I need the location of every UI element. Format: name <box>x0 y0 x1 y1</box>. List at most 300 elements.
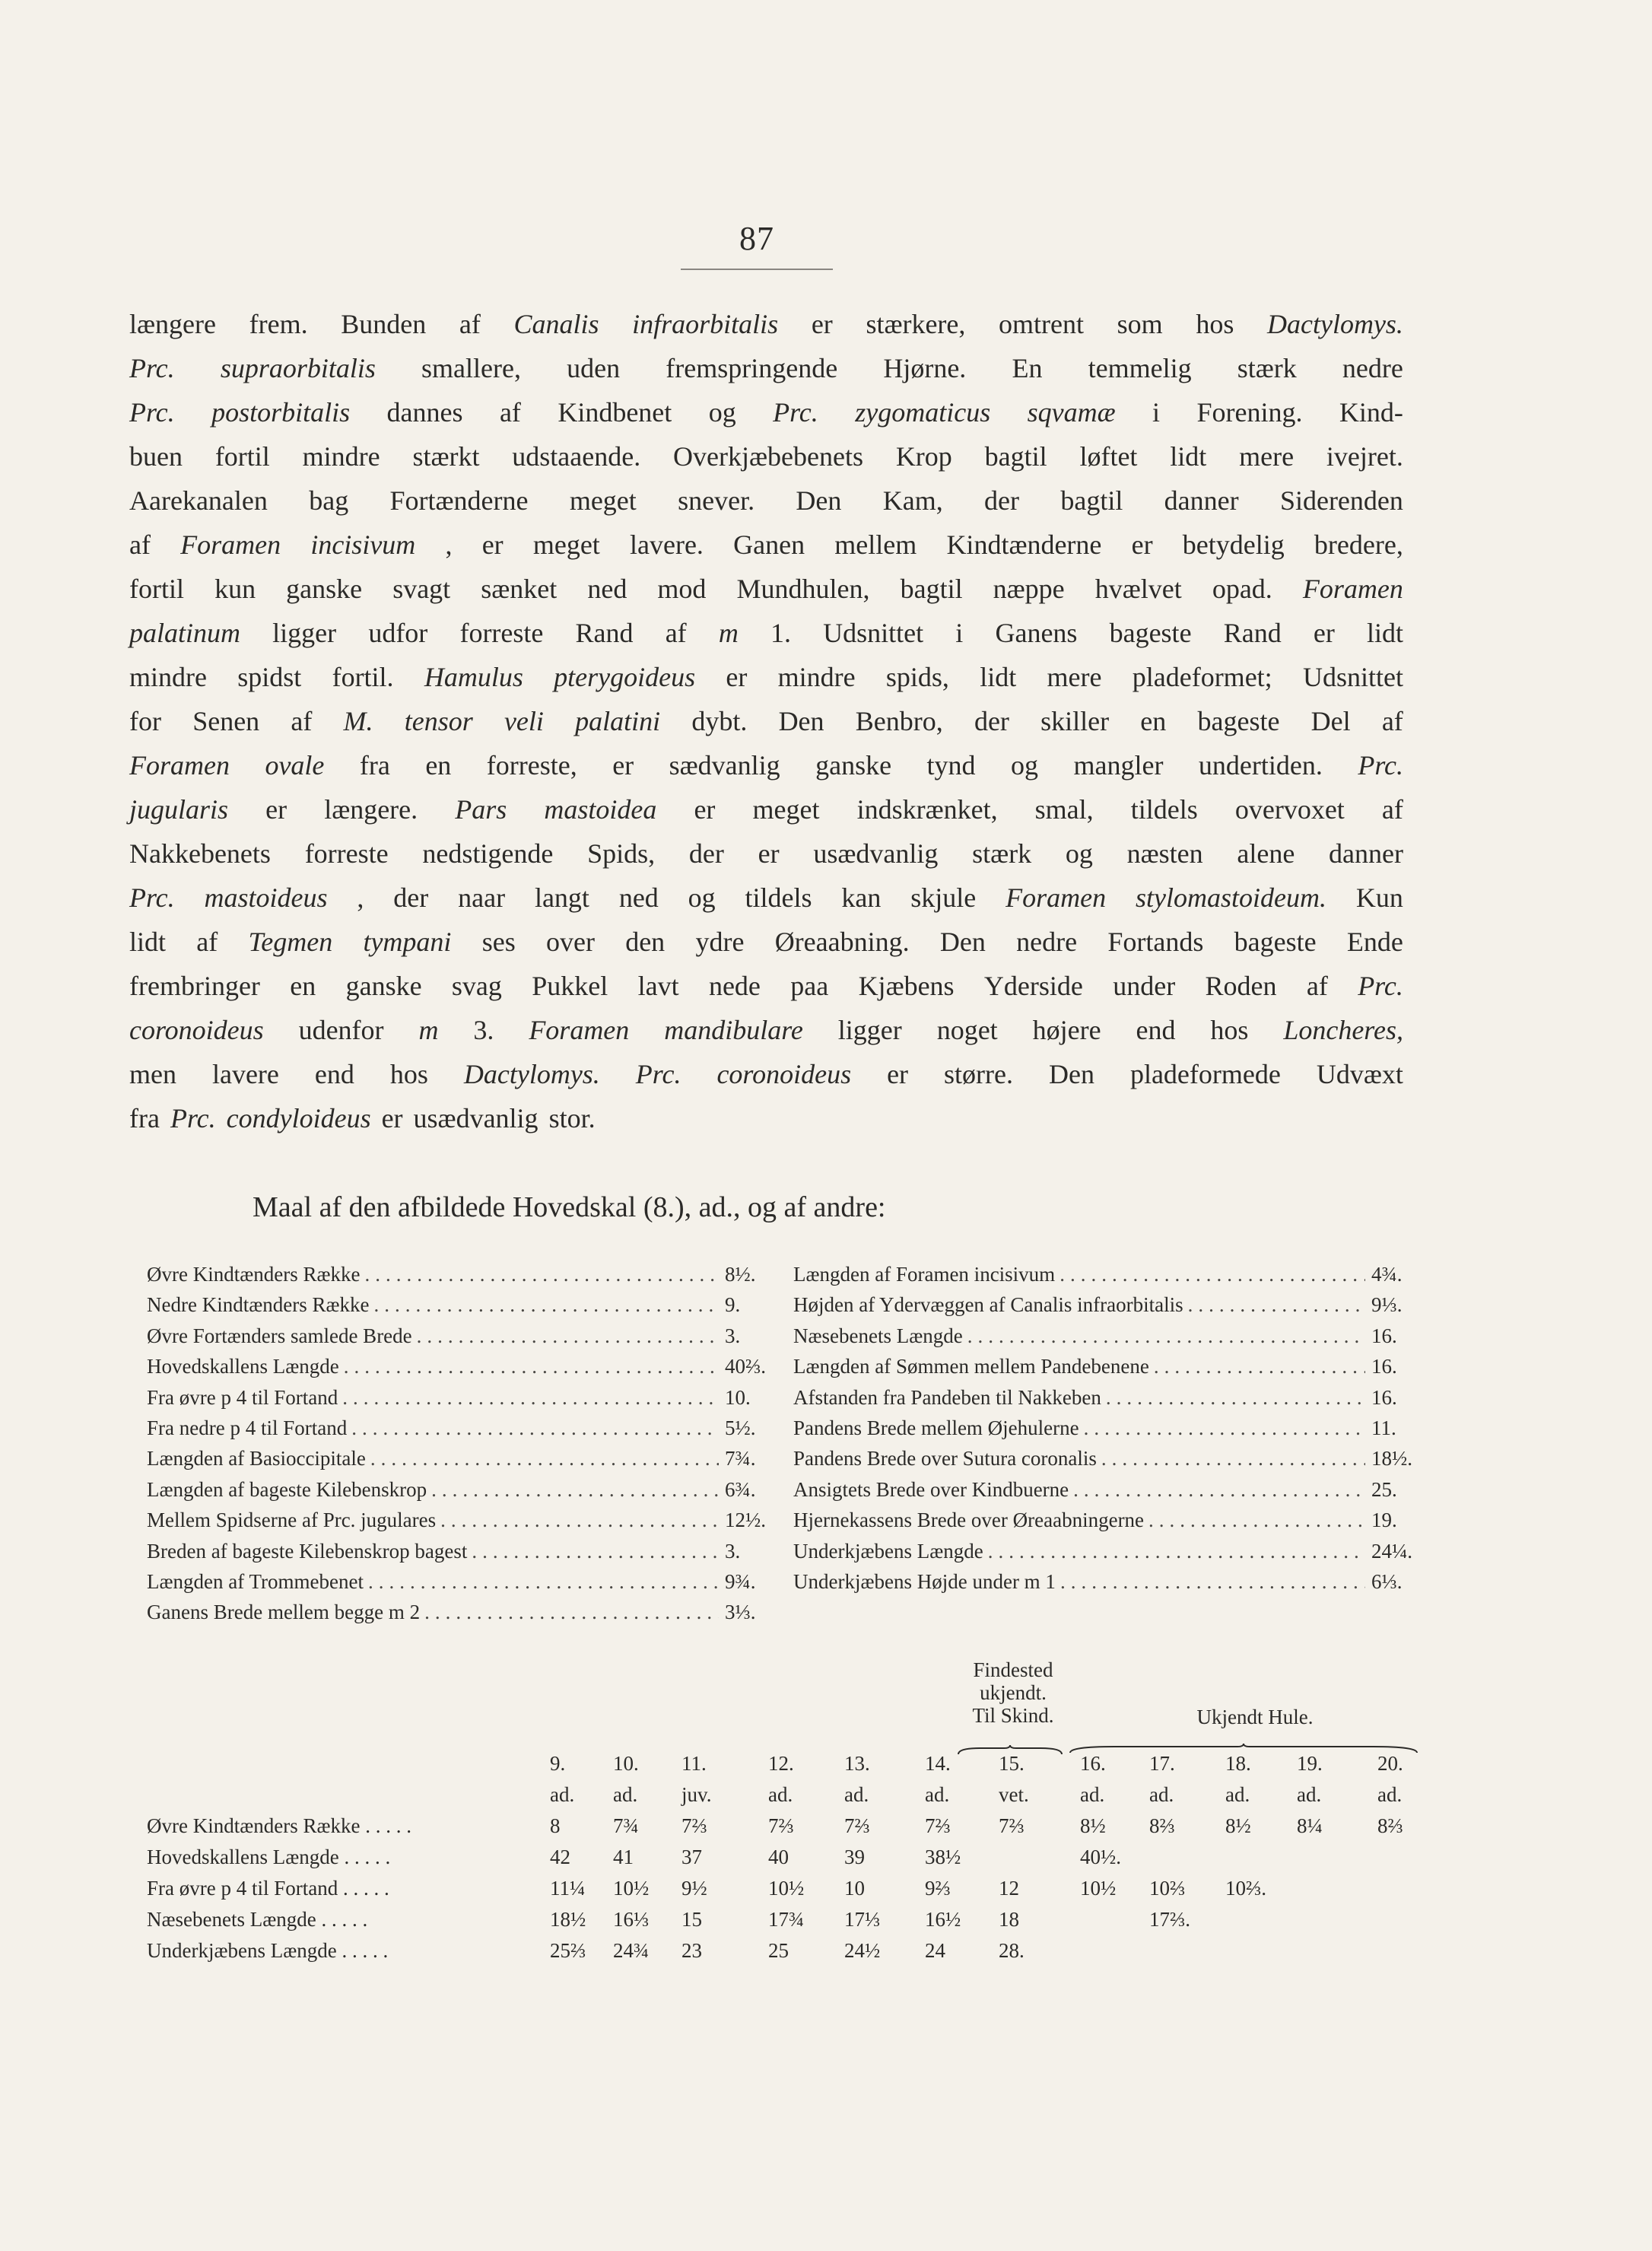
word: Kindbenet <box>558 397 672 428</box>
measurement-label: Næsebenets Længde <box>793 1324 963 1347</box>
measurement-value: 12½. <box>725 1509 766 1532</box>
word: smal, <box>1034 794 1094 825</box>
measurement-row <box>793 1413 1425 1443</box>
table-cell: 17. <box>1149 1752 1175 1775</box>
word: løftet <box>1079 441 1138 472</box>
word: stor. <box>548 1103 596 1133</box>
leader-dots <box>467 1536 719 1566</box>
measurement-value: 8½. <box>725 1263 756 1286</box>
word: nede <box>708 971 761 1001</box>
italic-word: Foramen <box>129 750 230 781</box>
word: uden <box>567 353 621 383</box>
word: tildels <box>745 882 812 913</box>
measurement-row <box>147 1474 778 1505</box>
table-cell: 24 <box>925 1939 945 1962</box>
italic-word: Prc. <box>170 1103 216 1133</box>
word: Forening. <box>1196 397 1303 428</box>
word: tynd <box>926 750 976 781</box>
table-cell: 20. <box>1377 1752 1403 1775</box>
table-row-label: Næsebenets Længde . . . . . <box>147 1908 368 1931</box>
word: tildels <box>1130 794 1198 825</box>
table-row-label: Underkjæbens Længde . . . . . <box>147 1939 389 1962</box>
word: ligger <box>837 1015 902 1045</box>
word: nedre <box>1342 353 1403 383</box>
word: er <box>381 1103 403 1133</box>
table-row-label: Hovedskallens Længde . . . . . <box>147 1846 391 1868</box>
word: Kind- <box>1339 397 1403 428</box>
word: Pukkel <box>532 971 608 1001</box>
measurement-row <box>147 1413 778 1443</box>
word: Kam, <box>882 485 943 516</box>
word: usædvanlig <box>413 1103 538 1133</box>
measurement-row <box>793 1505 1425 1535</box>
table-cell: ad. <box>1225 1783 1250 1806</box>
word: Den <box>778 706 824 736</box>
word: En <box>1012 353 1043 383</box>
word: Mundhulen, <box>736 574 870 604</box>
word: af <box>665 618 687 648</box>
measurement-label: Højden af Ydervæggen af Canalis infraorbitalis <box>793 1293 1183 1317</box>
word: næsten <box>1126 838 1203 869</box>
word: sædvanlig <box>669 750 780 781</box>
word: ydre <box>695 927 745 957</box>
word: meget <box>752 794 820 825</box>
italic-word: Foramen <box>1302 574 1403 604</box>
table-cell: 8⅔ <box>1149 1814 1175 1837</box>
table-cell: ad. <box>768 1783 793 1806</box>
word: ned <box>587 574 627 604</box>
italic-word: Foramen <box>1005 882 1107 913</box>
table-cell: 17⅔. <box>1149 1908 1190 1931</box>
table-cell: 8½ <box>1225 1814 1251 1837</box>
table-cell: ad. <box>1377 1783 1403 1806</box>
table-cell: 11¼ <box>550 1877 586 1900</box>
word: næppe <box>993 574 1065 604</box>
word: opad. <box>1212 574 1272 604</box>
word: lidt <box>129 927 167 957</box>
word: Udvæxt <box>1316 1059 1403 1089</box>
measurement-label: Øvre Kindtænders Række <box>147 1263 361 1286</box>
italic-word: coronoideus <box>129 1015 264 1045</box>
text-line <box>129 787 1403 831</box>
measurement-value: 19. <box>1371 1509 1397 1532</box>
word: Den <box>1048 1059 1094 1089</box>
word: stærkt <box>412 441 480 472</box>
word: Overkjæbebenets <box>673 441 863 472</box>
word: buen <box>129 441 183 472</box>
italic-word: Pars <box>455 794 507 825</box>
word: ivejret. <box>1326 441 1403 472</box>
word: danner <box>1164 485 1239 516</box>
word: svag <box>451 971 502 1001</box>
measurement-label: Ansigtets Brede over Kindbuerne <box>793 1477 1069 1501</box>
table-cell: 16½ <box>925 1908 961 1931</box>
measurement-row <box>793 1474 1425 1505</box>
word: der <box>393 882 429 913</box>
word: bageste <box>1109 618 1192 648</box>
measurement-label: Nedre Kindtænders Række <box>147 1293 370 1317</box>
word: Siderenden <box>1279 485 1403 516</box>
word: Yderside <box>983 971 1083 1001</box>
word: bageste <box>1197 706 1280 736</box>
italic-word: m <box>418 1015 439 1045</box>
word: en <box>290 971 316 1001</box>
word: nedre <box>1016 927 1078 957</box>
measurements-caption: Maal af den afbildede Hovedskal (8.), ad., og af andre: <box>253 1191 886 1223</box>
measurement-value: 24¼. <box>1371 1539 1412 1563</box>
italic-word: Prc. <box>635 1059 681 1089</box>
word: bagtil <box>1060 485 1123 516</box>
word: af <box>1306 971 1328 1001</box>
measurement-row <box>147 1443 778 1474</box>
word: snever. <box>678 485 755 516</box>
italic-word: ovale <box>265 750 325 781</box>
word: større. <box>944 1059 1013 1089</box>
table-cell: 19. <box>1297 1752 1323 1775</box>
word: noget <box>936 1015 998 1045</box>
word: højere <box>1032 1015 1101 1045</box>
measurement-row <box>793 1321 1425 1351</box>
leader-dots <box>420 1597 719 1627</box>
table-cell: ad. <box>613 1783 638 1806</box>
measurement-label: Hovedskallens Længde <box>147 1355 339 1378</box>
measurement-value: 5½. <box>725 1416 756 1439</box>
table-cell: 8 <box>550 1814 561 1837</box>
measurement-label: Pandens Brede over Sutura coronalis <box>793 1447 1097 1470</box>
word: af <box>1381 706 1403 736</box>
table-cell: 18 <box>999 1908 1019 1931</box>
word: under <box>1113 971 1176 1001</box>
italic-word: mastoidea <box>544 794 657 825</box>
word: langt <box>534 882 589 913</box>
table-cell: 12. <box>768 1752 794 1775</box>
measurement-label: Længden af Sømmen mellem Pandebenene <box>793 1355 1149 1378</box>
italic-word: mandibulare <box>664 1015 803 1045</box>
word: usædvanlig <box>813 838 939 869</box>
text-line <box>129 390 1403 434</box>
measurement-row <box>147 1351 778 1381</box>
table-cell: 40 <box>768 1846 789 1868</box>
word: udenfor <box>298 1015 384 1045</box>
table-cell: 25⅔ <box>550 1939 586 1962</box>
text-line <box>129 302 1403 346</box>
word: bagtil <box>900 574 963 604</box>
text-line <box>129 831 1403 876</box>
table-cell: juv. <box>681 1783 712 1806</box>
italic-word: Foramen <box>529 1015 630 1045</box>
word: stærkere, <box>866 309 966 339</box>
table-group-header-line: ukjendt. <box>980 1681 1047 1704</box>
text-line <box>129 567 1403 611</box>
italic-word: M. <box>343 706 373 736</box>
word: er <box>758 838 780 869</box>
word: bagtil <box>984 441 1047 472</box>
measurements-left-column <box>147 1259 778 1628</box>
italic-word: jugularis <box>129 794 229 825</box>
word: betydelig <box>1182 529 1285 560</box>
table-cell: 9. <box>550 1752 566 1775</box>
leader-dots <box>1079 1413 1365 1443</box>
table-cell: 7¾ <box>613 1814 639 1837</box>
word: overvoxet <box>1234 794 1345 825</box>
word: en <box>1140 706 1167 736</box>
word: forreste <box>304 838 389 869</box>
table-cell: ad. <box>925 1783 950 1806</box>
measurement-label: Fra øvre p 4 til Fortand <box>147 1385 338 1409</box>
table-cell: 12 <box>999 1877 1019 1900</box>
measurement-row <box>793 1443 1425 1474</box>
leader-dots <box>1101 1382 1365 1413</box>
word: ganske <box>345 971 422 1001</box>
word: skjule <box>910 882 977 913</box>
word: og <box>1011 750 1039 781</box>
word: mindre <box>302 441 380 472</box>
measurement-value: 6¾. <box>725 1477 756 1501</box>
table-cell: 16. <box>1080 1752 1106 1775</box>
table-cell: 15. <box>999 1752 1025 1775</box>
italic-word: supraorbitalis <box>220 353 376 383</box>
table-cell: 8¼ <box>1297 1814 1323 1837</box>
word: fortil <box>214 441 270 472</box>
word: Kun <box>1355 882 1403 913</box>
measurement-row <box>147 1536 778 1566</box>
word: er <box>887 1059 909 1089</box>
word: Den <box>796 485 842 516</box>
word: forreste, <box>486 750 577 781</box>
word: spids, <box>885 662 949 692</box>
measurement-row <box>147 1321 778 1351</box>
word: Krop <box>895 441 952 472</box>
leader-dots <box>983 1536 1365 1566</box>
table-group-header-line: Findested <box>973 1658 1053 1681</box>
word: bageste <box>1234 927 1317 957</box>
word: stærk <box>1237 353 1297 383</box>
word: mindre <box>129 662 207 692</box>
italic-word: condyloideus <box>226 1103 371 1133</box>
italic-word: coronoideus <box>716 1059 852 1089</box>
word: Nakkebenets <box>129 838 271 869</box>
measurement-value: 9⅓. <box>1371 1293 1403 1317</box>
word: og <box>688 882 716 913</box>
measurement-label: Breden af bageste Kilebenskrop bagest <box>147 1539 468 1563</box>
measurement-label: Fra nedre p 4 til Fortand <box>147 1416 348 1439</box>
table-cell: 9½ <box>681 1877 707 1900</box>
word: omtrent <box>999 309 1085 339</box>
italic-word: Canalis <box>513 309 599 339</box>
table-column-headers <box>147 1748 1440 1779</box>
word: over <box>545 927 595 957</box>
word: af <box>196 927 218 957</box>
leader-dots <box>364 1566 719 1597</box>
text-line <box>129 1096 1403 1140</box>
word: svagt <box>392 574 451 604</box>
word: der <box>984 485 1020 516</box>
italic-word: tensor <box>404 706 473 736</box>
table-cell: ad. <box>550 1783 575 1806</box>
measurement-label: Afstanden fra Pandeben til Nakkeben <box>793 1385 1101 1409</box>
word: hvælvet <box>1094 574 1182 604</box>
table-cell: 17⅓ <box>844 1908 881 1931</box>
table-cell: 37 <box>681 1846 702 1868</box>
word: Kindtænderne <box>946 529 1102 560</box>
text-line <box>129 876 1403 920</box>
word: lidt <box>1366 618 1403 648</box>
word: spidst <box>237 662 302 692</box>
italic-word: tympani <box>363 927 452 957</box>
table-cell: 24½ <box>844 1939 881 1962</box>
measurement-value: 9¾. <box>725 1569 756 1593</box>
word: danner <box>1329 838 1403 869</box>
word: er <box>1313 618 1335 648</box>
word: temmelig <box>1088 353 1192 383</box>
leader-dots <box>436 1505 719 1535</box>
word: Benbro, <box>855 706 943 736</box>
word: er <box>265 794 288 825</box>
measurement-label: Længden af Basioccipitale <box>147 1447 366 1470</box>
body-text <box>129 302 1403 1140</box>
leader-dots <box>366 1443 719 1474</box>
page-number: 87 <box>739 220 774 257</box>
word: end <box>1136 1015 1176 1045</box>
table-cell: 8⅔ <box>1377 1814 1403 1837</box>
measurements-right-column <box>793 1259 1425 1597</box>
measurement-row <box>793 1536 1425 1566</box>
table-cell: 14. <box>925 1752 951 1775</box>
measurement-value: 3. <box>725 1539 741 1563</box>
word: naar <box>458 882 506 913</box>
measurement-label: Længden af Trommebenet <box>147 1569 364 1593</box>
word: ses <box>481 927 516 957</box>
word: Ganen <box>733 529 805 560</box>
word: skiller <box>1040 706 1110 736</box>
text-line <box>129 478 1403 523</box>
text-line <box>129 699 1403 743</box>
word: mere <box>1239 441 1295 472</box>
italic-word: Foramen <box>180 529 281 560</box>
text-line <box>129 611 1403 655</box>
table-cell: vet. <box>999 1783 1029 1806</box>
word: ganske <box>286 574 363 604</box>
word: alene <box>1237 838 1295 869</box>
word: Roden <box>1205 971 1277 1001</box>
table-cell: 7⅔ <box>925 1814 951 1837</box>
measurement-row <box>147 1289 778 1320</box>
word: Del <box>1310 706 1351 736</box>
word: er <box>811 309 833 339</box>
measurement-label: Ganens Brede mellem begge m 2 <box>147 1601 421 1624</box>
word: 3. <box>473 1015 494 1045</box>
italic-word: pterygoideus <box>554 662 696 692</box>
text-line <box>129 1008 1403 1052</box>
word: fra <box>129 1103 160 1133</box>
leader-dots <box>1149 1351 1365 1381</box>
word: der <box>688 838 724 869</box>
measurement-value: 10. <box>725 1385 751 1409</box>
leader-dots <box>339 1351 719 1381</box>
word: sænket <box>481 574 558 604</box>
table-cell: 10⅔ <box>1149 1877 1186 1900</box>
italic-word: Prc. <box>129 353 175 383</box>
measurement-label: Hjernekassens Brede over Øreaabningerne <box>793 1509 1145 1532</box>
text-line <box>129 346 1403 390</box>
word: i <box>955 618 964 648</box>
leader-dots <box>1056 1566 1365 1597</box>
table-cell: 23 <box>681 1939 702 1962</box>
italic-word: zygomaticus <box>855 397 991 428</box>
measurement-label: Pandens Brede mellem Øjehulerne <box>793 1416 1079 1439</box>
table-cell: 9⅔ <box>925 1877 951 1900</box>
word: mangler <box>1073 750 1164 781</box>
measurement-value: 4¾. <box>1371 1263 1403 1286</box>
text-line <box>129 434 1403 478</box>
word: for <box>129 706 161 736</box>
text-line <box>129 920 1403 964</box>
word: stærk <box>972 838 1032 869</box>
leader-dots <box>347 1413 719 1443</box>
measurement-row <box>793 1259 1425 1289</box>
text-line <box>129 1052 1403 1096</box>
measurement-label: Længden af Foramen incisivum <box>793 1263 1056 1286</box>
word: Senen <box>192 706 260 736</box>
table-age-row <box>147 1779 1440 1811</box>
italic-word: m <box>718 618 739 648</box>
word: paa <box>790 971 829 1001</box>
table-cell: 7⅔ <box>768 1814 794 1837</box>
word: forreste <box>459 618 544 648</box>
word: lidt <box>1170 441 1207 472</box>
word: er <box>694 794 716 825</box>
word: der <box>974 706 1009 736</box>
word: mindre <box>777 662 856 692</box>
word: meget <box>532 529 600 560</box>
word: udstaaende. <box>512 441 641 472</box>
table-row <box>147 1842 1440 1873</box>
word: af <box>129 529 151 560</box>
leader-dots <box>1055 1259 1365 1289</box>
italic-word: Prc. <box>1358 971 1403 1001</box>
measurement-value: 40⅔. <box>725 1355 766 1378</box>
table-row <box>147 1904 1440 1935</box>
word: frem. <box>249 309 308 339</box>
word: Bunden <box>341 309 427 339</box>
measurement-label: Øvre Fortænders samlede Brede <box>147 1324 412 1347</box>
word: længere. <box>324 794 418 825</box>
word: dybt. <box>691 706 748 736</box>
word: kun <box>214 574 256 604</box>
italic-word: infraorbitalis <box>632 309 779 339</box>
table-cell: 8½ <box>1080 1814 1106 1837</box>
leader-dots <box>412 1321 719 1351</box>
table-row-label: Fra øvre p 4 til Fortand . . . . . <box>147 1877 389 1900</box>
table-cell: 10. <box>613 1752 639 1775</box>
italic-word: Prc. <box>129 882 175 913</box>
italic-word: postorbitalis <box>211 397 351 428</box>
table-cell: 39 <box>844 1846 865 1868</box>
word: dannes <box>386 397 463 428</box>
word: er <box>612 750 634 781</box>
leader-dots <box>427 1474 719 1505</box>
italic-word: Loncheres, <box>1283 1015 1403 1045</box>
word: den <box>625 927 666 957</box>
measurement-row <box>793 1566 1425 1597</box>
measurement-label: Underkjæbens Højde under m 1 <box>793 1569 1056 1593</box>
word: hos <box>389 1059 428 1089</box>
measurement-value: 16. <box>1371 1385 1397 1409</box>
table-group-header-line: Til Skind. <box>972 1704 1054 1727</box>
measurement-value: 6⅓. <box>1371 1569 1403 1593</box>
measurement-label: Underkjæbens Længde <box>793 1539 983 1563</box>
measurement-row <box>793 1382 1425 1413</box>
